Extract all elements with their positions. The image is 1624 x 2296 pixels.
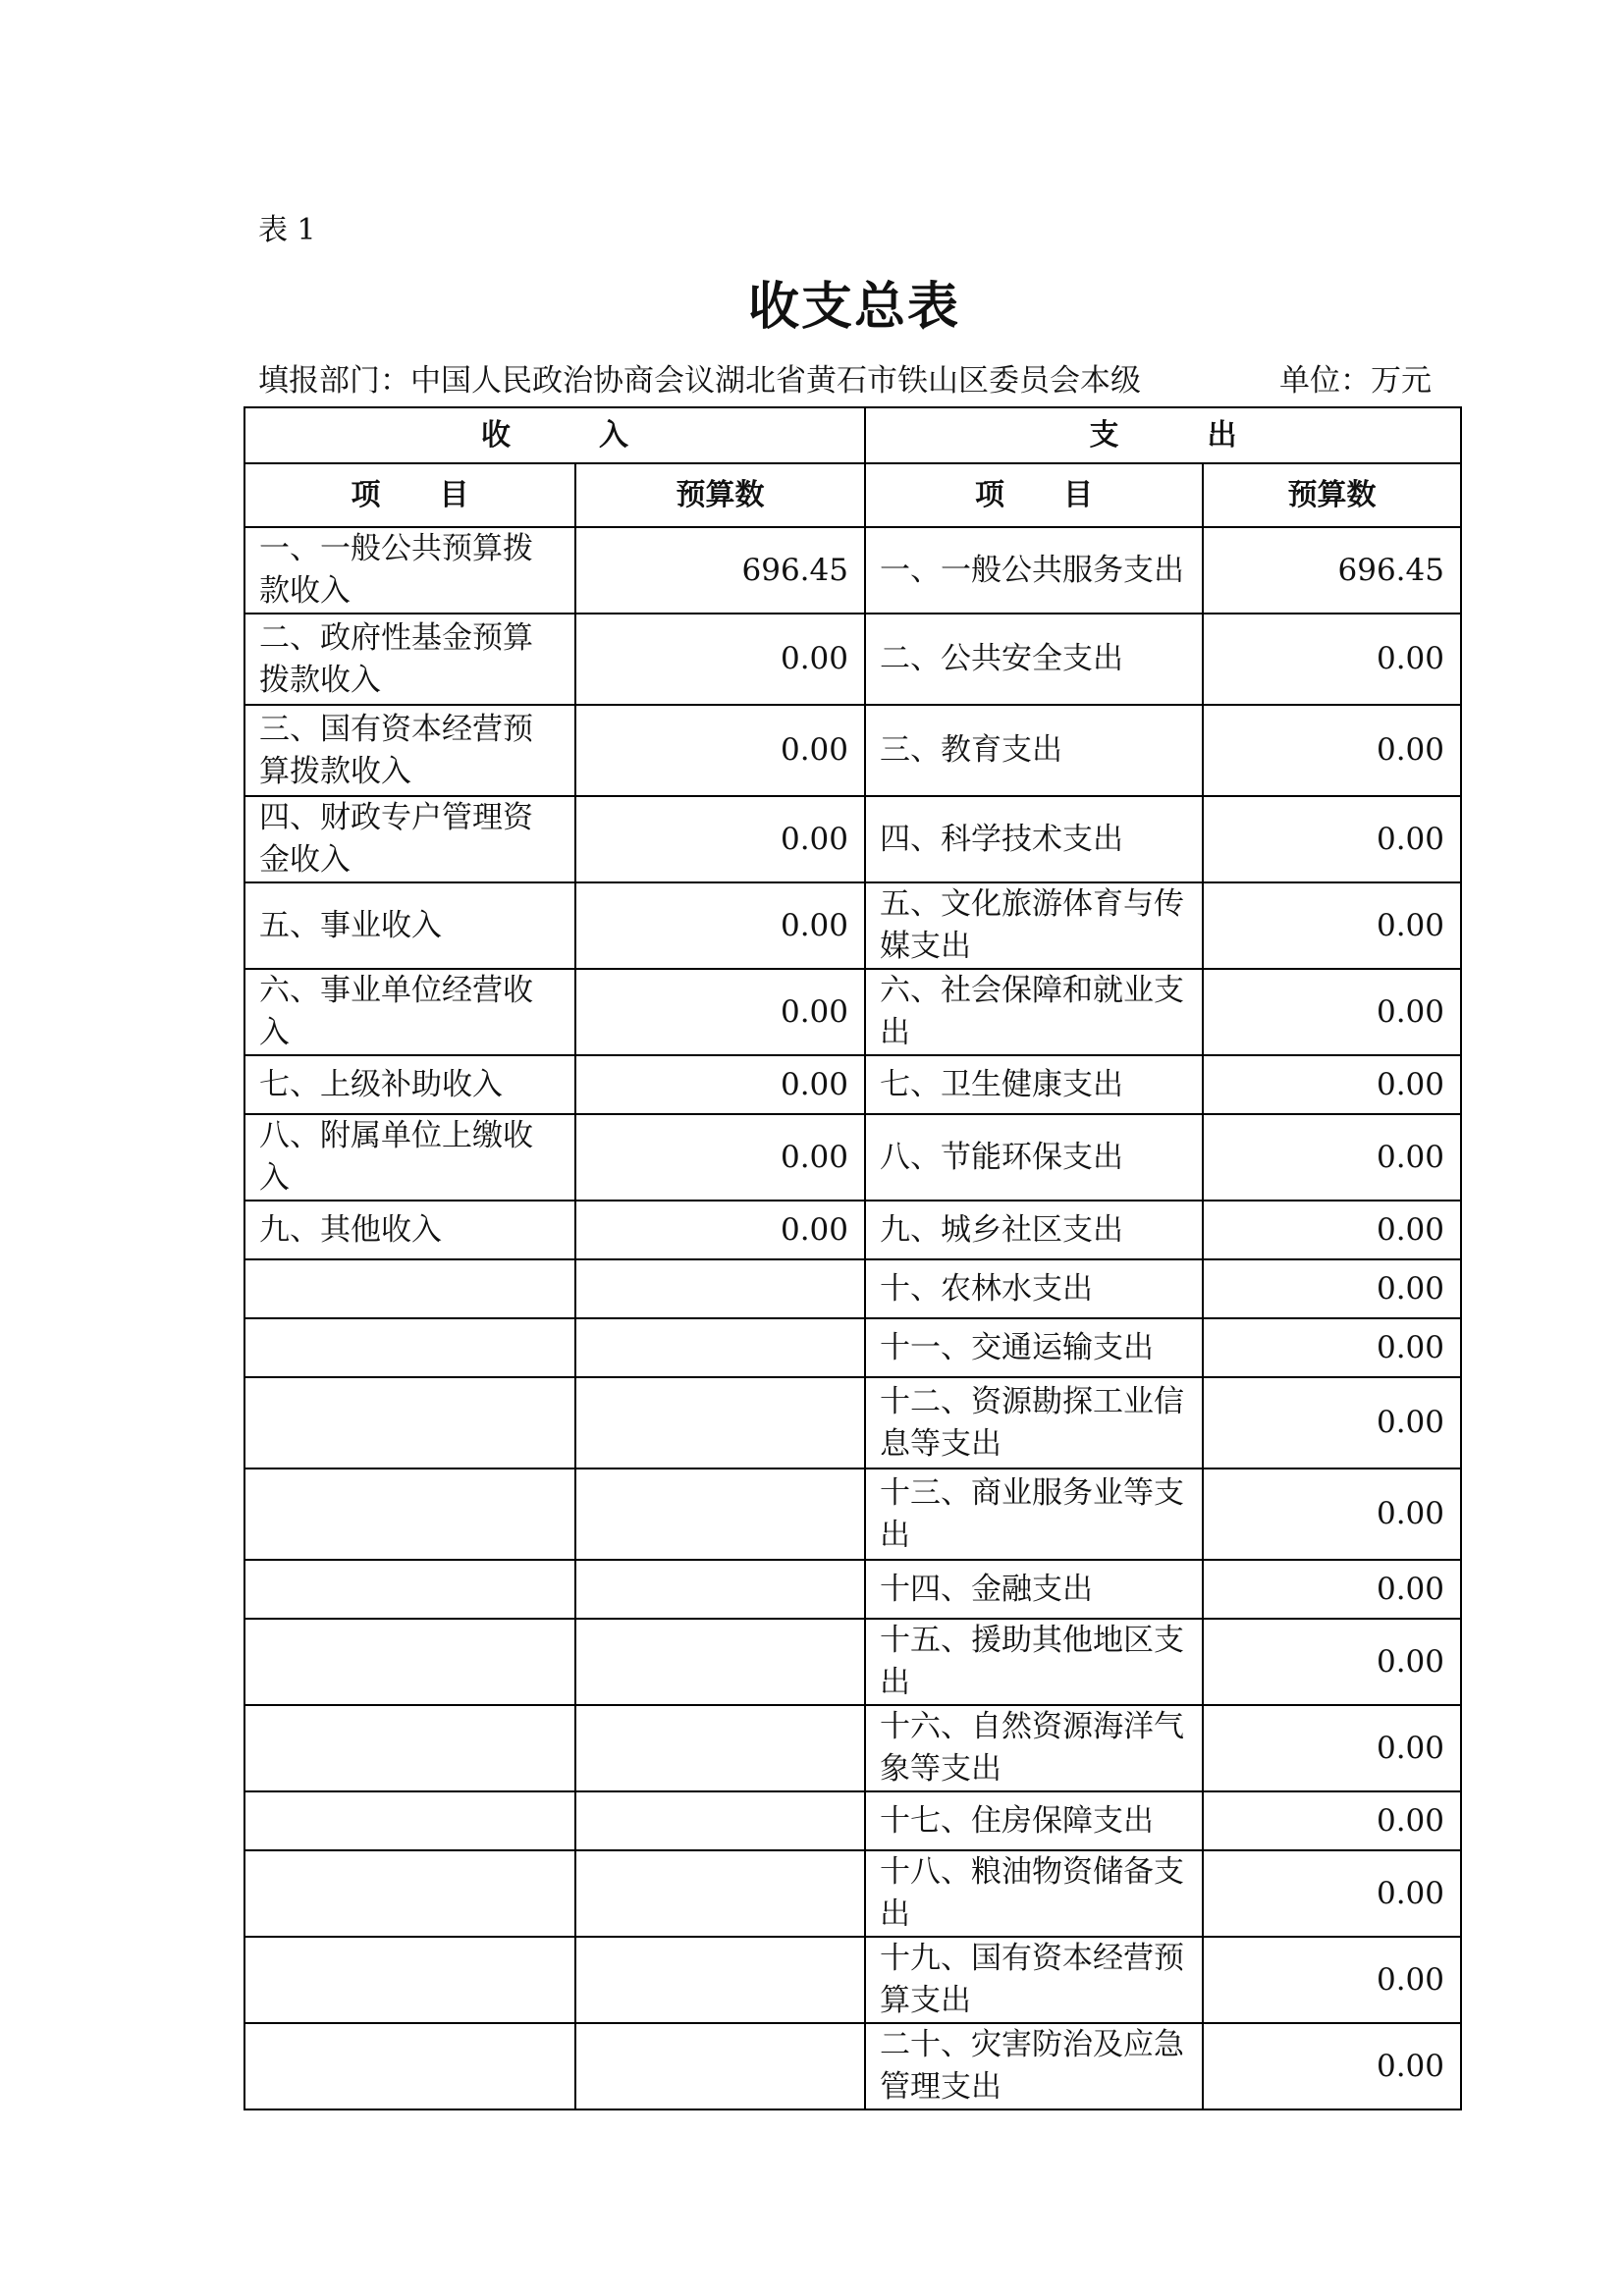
table-row <box>244 1318 1461 1377</box>
income-section-header: 收 入 <box>244 407 865 463</box>
column-header-row <box>244 463 1461 527</box>
income-budget-cell <box>575 1468 865 1560</box>
expense-item-cell: 一、一般公共服务支出 <box>865 527 1203 614</box>
income-budget-cell: 0.00 <box>575 969 865 1055</box>
expense-item-cell: 十三、商业服务业等支出 <box>865 1468 1203 1560</box>
income-budget-cell <box>575 1318 865 1377</box>
income-item-cell: 二、政府性基金预算拨款收入 <box>244 614 575 705</box>
expense-item-cell: 十七、住房保障支出 <box>865 1791 1203 1850</box>
table-row <box>244 1560 1461 1619</box>
expense-budget-cell: 0.00 <box>1203 614 1461 705</box>
table-row <box>244 796 1461 882</box>
income-item-cell <box>244 1377 575 1468</box>
expense-item-cell: 八、节能环保支出 <box>865 1114 1203 1201</box>
expense-item-cell: 五、文化旅游体育与传媒支出 <box>865 882 1203 969</box>
table-row <box>244 1114 1461 1201</box>
income-item-cell: 三、国有资本经营预算拨款收入 <box>244 705 575 796</box>
expense-item-cell: 二、公共安全支出 <box>865 614 1203 705</box>
table-row <box>244 1201 1461 1259</box>
expense-item-cell: 九、城乡社区支出 <box>865 1201 1203 1259</box>
income-item-cell <box>244 1791 575 1850</box>
income-budget-header: 预算数 <box>575 463 865 527</box>
income-item-cell: 八、附属单位上缴收入 <box>244 1114 575 1201</box>
income-item-cell <box>244 1318 575 1377</box>
income-budget-cell <box>575 1705 865 1791</box>
expense-item-cell: 十一、交通运输支出 <box>865 1318 1203 1377</box>
expense-budget-cell: 0.00 <box>1203 1850 1461 1937</box>
income-item-cell <box>244 1619 575 1705</box>
income-item-cell <box>244 1850 575 1937</box>
income-budget-cell <box>575 2023 865 2109</box>
income-item-cell: 五、事业收入 <box>244 882 575 969</box>
table-row <box>244 1791 1461 1850</box>
expense-budget-cell: 0.00 <box>1203 1318 1461 1377</box>
expense-budget-cell: 0.00 <box>1203 2023 1461 2109</box>
expense-budget-cell: 0.00 <box>1203 1259 1461 1318</box>
expense-budget-cell: 0.00 <box>1203 1377 1461 1468</box>
expense-budget-cell: 0.00 <box>1203 1055 1461 1114</box>
table-row <box>244 1468 1461 1560</box>
income-budget-cell: 0.00 <box>575 1114 865 1201</box>
table-row <box>244 1937 1461 2023</box>
expense-item-cell: 十九、国有资本经营预算支出 <box>865 1937 1203 2023</box>
expense-item-cell: 十四、金融支出 <box>865 1560 1203 1619</box>
income-item-cell: 六、事业单位经营收入 <box>244 969 575 1055</box>
expense-item-cell: 十二、资源勘探工业信息等支出 <box>865 1377 1203 1468</box>
expense-budget-cell: 0.00 <box>1203 1114 1461 1201</box>
income-budget-cell <box>575 1791 865 1850</box>
income-budget-cell: 0.00 <box>575 882 865 969</box>
reporting-department: 填报部门：中国人民政治协商会议湖北省黄石市铁山区委员会本级 <box>258 363 1141 399</box>
income-budget-cell: 0.00 <box>575 796 865 882</box>
expense-item-cell: 三、教育支出 <box>865 705 1203 796</box>
income-item-cell <box>244 1468 575 1560</box>
income-budget-cell <box>575 1377 865 1468</box>
table-row <box>244 1055 1461 1114</box>
income-budget-cell: 0.00 <box>575 1055 865 1114</box>
expense-budget-cell: 0.00 <box>1203 1937 1461 2023</box>
table-row <box>244 705 1461 796</box>
income-item-cell <box>244 1705 575 1791</box>
expense-budget-cell: 0.00 <box>1203 882 1461 969</box>
expense-budget-cell: 696.45 <box>1203 527 1461 614</box>
table-row <box>244 1377 1461 1468</box>
expense-item-cell: 十五、援助其他地区支出 <box>865 1619 1203 1705</box>
income-budget-cell <box>575 1619 865 1705</box>
income-budget-cell <box>575 1259 865 1318</box>
income-budget-cell: 0.00 <box>575 614 865 705</box>
income-budget-cell <box>575 1560 865 1619</box>
table-row <box>244 527 1461 614</box>
table-row <box>244 882 1461 969</box>
page-title: 收支总表 <box>747 278 960 337</box>
expense-item-cell: 七、卫生健康支出 <box>865 1055 1203 1114</box>
section-header-row <box>244 407 1461 463</box>
expense-item-cell: 四、科学技术支出 <box>865 796 1203 882</box>
expense-budget-cell: 0.00 <box>1203 969 1461 1055</box>
expense-budget-cell: 0.00 <box>1203 1705 1461 1791</box>
income-item-cell <box>244 2023 575 2109</box>
table-row <box>244 614 1461 705</box>
expense-budget-cell: 0.00 <box>1203 1791 1461 1850</box>
table-row <box>244 969 1461 1055</box>
table-number: 表 1 <box>258 213 316 247</box>
expense-item-cell: 十、农林水支出 <box>865 1259 1203 1318</box>
unit-label: 单位：万元 <box>1279 363 1432 399</box>
income-item-cell: 七、上级补助收入 <box>244 1055 575 1114</box>
income-budget-cell <box>575 1937 865 2023</box>
expense-item-cell: 六、社会保障和就业支出 <box>865 969 1203 1055</box>
expense-budget-header: 预算数 <box>1203 463 1461 527</box>
expense-item-cell: 二十、灾害防治及应急管理支出 <box>865 2023 1203 2109</box>
expense-item-header: 项 目 <box>865 463 1203 527</box>
table-row <box>244 1259 1461 1318</box>
expense-section-header: 支 出 <box>865 407 1461 463</box>
income-item-cell <box>244 1259 575 1318</box>
expense-budget-cell: 0.00 <box>1203 1201 1461 1259</box>
expense-budget-cell: 0.00 <box>1203 796 1461 882</box>
income-item-cell <box>244 1937 575 2023</box>
table-row <box>244 2023 1461 2109</box>
income-item-cell: 一、一般公共预算拨款收入 <box>244 527 575 614</box>
income-item-cell: 四、财政专户管理资金收入 <box>244 796 575 882</box>
income-item-cell: 九、其他收入 <box>244 1201 575 1259</box>
table-row <box>244 1619 1461 1705</box>
income-budget-cell: 696.45 <box>575 527 865 614</box>
income-budget-cell: 0.00 <box>575 705 865 796</box>
expense-item-cell: 十八、粮油物资储备支出 <box>865 1850 1203 1937</box>
table-row <box>244 1705 1461 1791</box>
income-budget-cell: 0.00 <box>575 1201 865 1259</box>
expense-item-cell: 十六、自然资源海洋气象等支出 <box>865 1705 1203 1791</box>
expense-budget-cell: 0.00 <box>1203 1468 1461 1560</box>
income-budget-cell <box>575 1850 865 1937</box>
income-expense-table <box>244 406 1462 2110</box>
income-item-header: 项 目 <box>244 463 575 527</box>
income-item-cell <box>244 1560 575 1619</box>
expense-budget-cell: 0.00 <box>1203 1560 1461 1619</box>
expense-budget-cell: 0.00 <box>1203 705 1461 796</box>
table-row <box>244 1850 1461 1937</box>
expense-budget-cell: 0.00 <box>1203 1619 1461 1705</box>
